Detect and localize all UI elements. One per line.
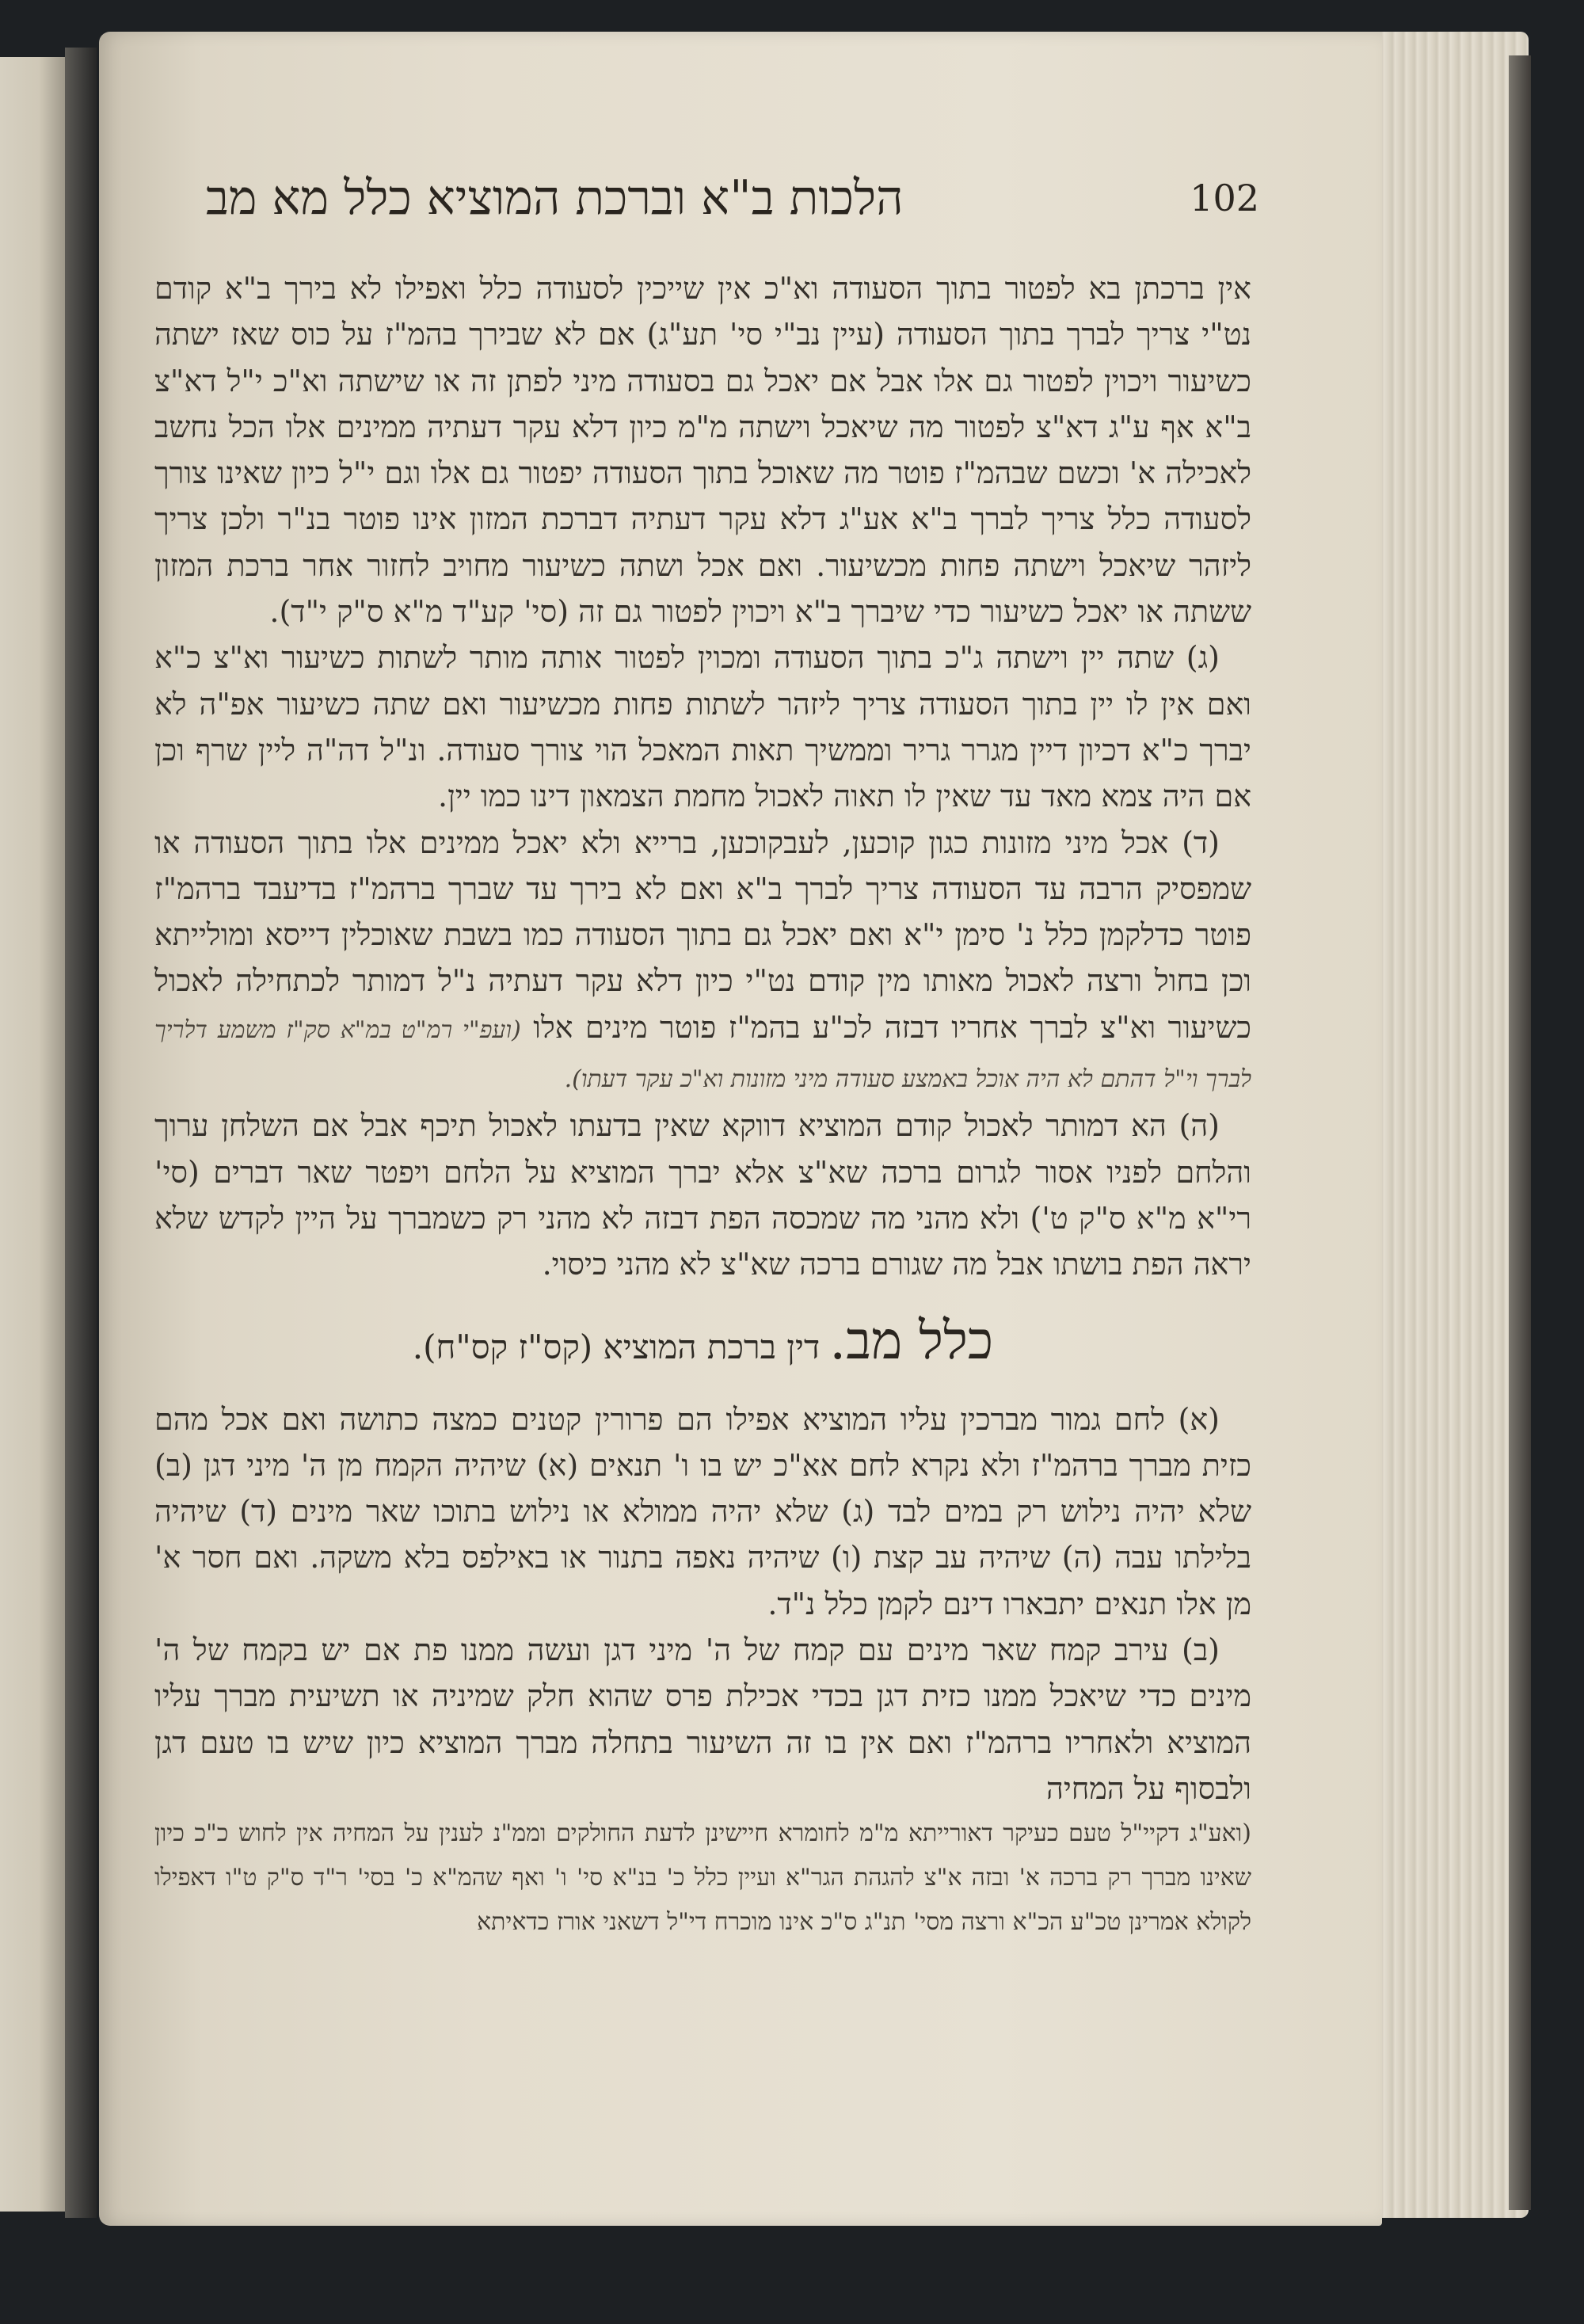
page-number: 102 (1190, 177, 1259, 219)
main-text-block (154, 265, 1251, 1945)
book-cover-edge (1509, 55, 1531, 2210)
page-stack-edges (1362, 32, 1529, 2218)
facing-page-edge (0, 57, 65, 2212)
paragraph-heh: (ה) הא דמותר לאכול קודם המוציא דווקא שאין בדעתו לאכול תיכף אבל אם השלחן ערוך והלחם לפניו אסור לגרום ברכה שא"צ אלא יברך המוציא על הלחם ויפטר שאר דברים (סי' רי"א מ"א ס"ק ט') ולא מהני מה שמכסה הפת דבזה לא מהני רק כשמברך על היין לקדש שלא יראה הפת בושתו אבל מה שגורם ברכה שא"צ לא מהני כיסוי. (154, 1108, 1251, 1282)
chapter-heading (154, 1305, 1251, 1384)
page-header (206, 162, 1259, 234)
paragraph-dalet-note: (ועפ"י רמ"ט במ"א סק"ז משמע דלריך לברך וי"ל דהתם לא היה אוכל באמצע סעודה מיני מזונות וא"כ עקר דעתו). (154, 1015, 1251, 1094)
running-title: הלכות ב"א וברכת המוציא כלל מא מב (206, 170, 904, 226)
paragraph-alef: (א) לחם גמור מברכין עליו המוציא אפילו הם פרורין קטנים כמצה כתושה ואם אכל מהם כזית מברך ברהמ"ז ולא נקרא לחם אא"כ יש בו ו' תנאים (א) שיהיה הקמח מן ה' מיני דגן (ב) שלא יהיה נילוש רק במים לבד (ג) שלא יהיה ממולא או נילוש בתוכו שאר מינים (ד) שיהיה בלילתו עבה (ה) שיהיה עב קצת (ו) שיהיה נאפה בתנור או באילפס בלא משקה. ואם חסר א' מן אלו תנאים יתבארו דינם לקמן כלל נ"ד. (154, 1401, 1251, 1621)
paragraph-dalet-text: (ד) אכל מיני מזונות כגון קוכען, לעבקוכען, ברייא ולא יאכל ממינים אלו בתוך הסעודה או שמפסיק הרבה עד הסעודה צריך לברך ב"א ואם לא בירך עד שברך ברהמ"ז בדיעבד ברהמ"ז פוטר כדלקמן כלל נ' סימן י"א ואם יאכל גם בתוך הסעודה כמו בשבת שאוכלין דייסא ומולייתא וכן בחול ורצה לאכול מאותו מין קודם נט"י כיון דלא עקר דעתיה נ"ל דמותר לכתחילה לאכול כשיעור וא"צ לברך אחריו דבזה לכ"ע בהמ"ז פוטר מינים אלו (154, 825, 1251, 1045)
fine-print-note: (ואע"ג דקיי"ל טעם כעיקר דאורייתא מ"מ לחומרא חיישינן לדעת החולקים וממ"נ לענין על המחיה אין לחוש כ"כ כיון שאינו מברך רק ברכה א' ובזה א"צ להגהת הגר"א ועיין כלל כ' בנ"א סי' ו' ואף שהמ"א כ' בסי' ר"ד ס"ק ט"ו דאפילו לקולא אמרינן טכ"ע הכ"א ורצה מסי' תנ"ג ס"כ אינו מוכרח די"ל דשאני אורז כדאיתא (154, 1819, 1251, 1937)
book-gutter (65, 48, 97, 2218)
paragraph-dalet (154, 820, 1251, 1103)
chapter-label: כלל מב. (829, 1309, 994, 1371)
paragraph-b-continued: אין ברכתן בא לפטור בתוך הסעודה וא"כ אין שייכין לסעודה כלל ואפילו לא בירך ב"א קודם נט"י צריך לברך בתוך הסעודה (עיין נב"י סי' תע"ג) אם לא שבירך בהמ"ז על כוס שאז ישתה כשיעור ויכוין לפטור גם אלו אבל אם יאכל גם בסעודה מיני לפתן זה או שישתה וא"כ י"ל דא"צ ב"א אף ע"ג דא"צ לפטור מה שיאכל וישתה מ"מ כיון דלא עקר דעתיה ממינים אלו הכל נחשב לאכילה א' וכשם שבהמ"ז פוטר מה שאוכל בתוך הסעודה יפטור גם אלו וגם י"ל כיון שאינו צורך לסעודה כלל צריך לברך ב"א אע"ג דלא עקר דעתיה דברכת המזון אינו פוטר בנ"ר ולכן צריך ליזהר שיאכל וישתה פחות מכשיעור. ואם אכל ושתה כשיעור מחויב לחזור אחר ברכת המזון ששתה או יאכל כשיעור כדי שיברך ב"א ויכוין לפטור גם זה (סי' קע"ד מ"א ס"ק י"ד). (154, 271, 1251, 630)
chapter-title: דין ברכת המוציא (קס"ז קס"ח). (412, 1327, 821, 1366)
paragraph-gimel: (ג) שתה יין וישתה ג"כ בתוך הסעודה ומכוין לפטור אותה מותר לשתות כשיעור וא"צ כ"א ואם אין לו יין בתוך הסעודה צריך ליזהר לשתות פחות מכשיעור ואם שתה כשיעור אפ"ה לא יברך כ"א דכיון דיין מגרר גריר וממשיך תאות המאכל הוי צורך סעודה. ונ"ל דה"ה ליין שרף וכן אם היה צמא מאד עד שאין לו תאוה לאכול מחמת הצמאון דינו כמו יין. (154, 640, 1251, 814)
paragraph-bet: (ב) עירב קמח שאר מינים עם קמח של ה' מיני דגן ועשה ממנו פת אם יש בקמח של ה' מינים כדי שיאכל ממנו כזית דגן בכדי אכילת פרס שהוא חלק שמיניה או תשיעית מברך עליו המוציא ולאחריו ברהמ"ז ואם אין בו זה השיעור בתחלה מברך המוציא כיון שיש בו טעם דגן ולבסוף על המחיה (154, 1633, 1252, 1806)
